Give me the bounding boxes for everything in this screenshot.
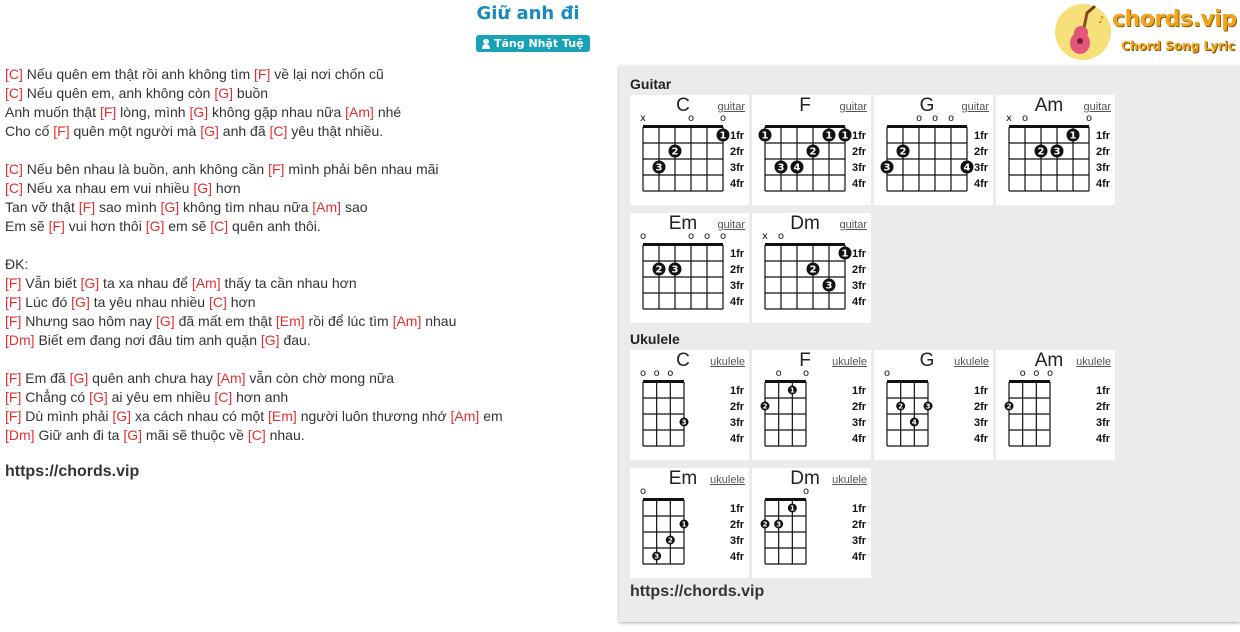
chord-link[interactable]: [Am] <box>312 199 342 215</box>
fret-label: 2fr <box>852 264 867 276</box>
finger-number: 3 <box>681 418 687 427</box>
chord-link[interactable]: [G] <box>160 199 180 215</box>
lyric-text: nhé <box>373 104 402 120</box>
chord-diagram <box>874 95 993 205</box>
chord-link[interactable]: [C] <box>214 389 233 405</box>
chord-link[interactable]: [G] <box>200 123 219 139</box>
finger-number: 3 <box>776 520 782 529</box>
lyric-text: ai yêu em nhiều <box>107 389 215 405</box>
instrument-link[interactable]: ukulele <box>710 356 745 368</box>
lyric-text: vẫn còn chờ mong nữa <box>245 370 395 386</box>
chord-link[interactable]: [F] <box>48 218 65 234</box>
finger-number: 3 <box>671 264 679 276</box>
fret-label: 3fr <box>974 417 989 429</box>
finger-number: 3 <box>777 162 785 174</box>
chord-name: Dm <box>790 468 820 489</box>
chord-link[interactable]: [G] <box>189 104 209 120</box>
fret-label: 1fr <box>852 503 867 515</box>
fret-label: 4fr <box>852 551 867 563</box>
chord-link[interactable]: [Am] <box>345 104 374 120</box>
site-logo[interactable] <box>1054 3 1238 61</box>
open-string-mark: o <box>883 368 891 379</box>
lyric-line <box>5 274 605 293</box>
chord-link[interactable]: [F] <box>268 161 285 177</box>
chord-link[interactable]: [F] <box>53 123 70 139</box>
lyric-line <box>5 103 605 122</box>
instrument-link[interactable]: guitar <box>717 219 745 231</box>
lyric-text: quên anh thôi. <box>228 218 321 234</box>
guitar-chord-am[interactable] <box>996 95 1115 205</box>
svg-text:♪: ♪ <box>1098 15 1105 26</box>
chord-link[interactable]: [F] <box>5 370 22 386</box>
chord-link[interactable]: [Dm] <box>5 427 35 443</box>
lyric-text: về lại nơi chốn cũ <box>270 66 384 82</box>
lyric-text: hơn <box>226 294 256 310</box>
fret-label: 1fr <box>852 248 867 260</box>
lyric-text: mình phải bên nhau mãi <box>284 161 439 177</box>
chord-link[interactable]: [G] <box>145 218 165 234</box>
guitar-chord-g[interactable] <box>874 95 993 205</box>
nut <box>887 380 928 383</box>
logo-name: chords.vip <box>1112 7 1237 32</box>
lyric-text: Dù mình phải <box>21 408 113 424</box>
chord-diagram <box>630 213 749 323</box>
open-string-mark: o <box>639 368 647 379</box>
instrument-link[interactable]: guitar <box>839 219 867 231</box>
lyric-text: anh đã <box>218 123 270 139</box>
lyric-text: Chẳng có <box>21 389 90 405</box>
fret-label: 1fr <box>730 130 745 142</box>
ukulele-chord-c[interactable] <box>630 350 749 460</box>
fret-label: 4fr <box>974 433 989 445</box>
open-string-mark: o <box>687 231 695 242</box>
lyric-blank-line <box>5 236 605 255</box>
chord-link[interactable]: [F] <box>5 313 22 329</box>
open-string-mark: o <box>802 486 810 497</box>
author-name: Tăng Nhật Tuệ <box>494 37 584 50</box>
instrument-link[interactable]: ukulele <box>832 356 867 368</box>
open-string-mark: o <box>1033 368 1040 379</box>
chord-link[interactable]: [F] <box>78 199 96 215</box>
lyric-text: ta yêu nhau nhiều <box>89 294 209 310</box>
chord-diagram <box>752 468 871 578</box>
chord-name: F <box>799 95 811 116</box>
guitar-chord-f[interactable] <box>752 95 871 205</box>
chord-link[interactable]: [G] <box>214 85 234 101</box>
nut <box>643 498 684 501</box>
author-badge[interactable] <box>476 35 590 52</box>
chord-link[interactable]: [G] <box>71 294 90 310</box>
open-string-mark: o <box>802 368 810 379</box>
fret-label: 2fr <box>852 519 867 531</box>
fret-label: 4fr <box>1096 178 1111 190</box>
fret-label: 2fr <box>730 146 745 158</box>
finger-number: 4 <box>793 162 801 174</box>
chord-link[interactable]: [F] <box>5 408 22 424</box>
open-string-mark: o <box>915 113 923 124</box>
finger-number: 4 <box>963 162 971 174</box>
chord-link[interactable]: [G] <box>123 427 142 443</box>
fret-label: 4fr <box>730 296 745 308</box>
finger-number: 1 <box>789 386 795 395</box>
instrument-link[interactable]: guitar <box>961 101 989 113</box>
fret-label: 3fr <box>1096 417 1111 429</box>
open-string-mark: o <box>1046 368 1054 379</box>
lyric-text: sao mình <box>95 199 161 215</box>
finger-number: 3 <box>654 552 660 561</box>
lyric-line <box>5 312 605 331</box>
lyric-text: Em sẽ <box>5 218 49 234</box>
lyric-text: lòng, mình <box>116 104 190 120</box>
guitar-chord-dm[interactable] <box>752 213 871 323</box>
fret-label: 1fr <box>852 385 867 397</box>
nut <box>1009 125 1089 128</box>
lyric-line <box>5 122 605 141</box>
nut <box>643 125 723 128</box>
fret-label: 1fr <box>730 385 745 397</box>
chord-link[interactable]: [F] <box>5 389 22 405</box>
chord-diagram <box>630 95 749 205</box>
open-string-mark: o <box>639 486 647 497</box>
ukulele-chord-g[interactable] <box>874 350 993 460</box>
lyric-text: mãi sẽ thuộc về <box>142 427 248 443</box>
lyric-text: đau. <box>279 332 311 348</box>
nut <box>765 243 845 246</box>
lyric-text: Cho cố <box>5 123 54 139</box>
fret-label: 3fr <box>1096 162 1111 174</box>
fret-label: 3fr <box>730 162 745 174</box>
chord-panel <box>619 66 1240 622</box>
fret-label: 2fr <box>1096 146 1111 158</box>
chord-link[interactable]: [Dm] <box>5 332 35 348</box>
finger-number: 2 <box>762 520 768 529</box>
fret-label: 4fr <box>852 433 867 445</box>
finger-number: 2 <box>671 146 679 158</box>
fret-label: 3fr <box>730 535 745 547</box>
chord-name: Am <box>1034 95 1064 116</box>
fret-label: 2fr <box>974 401 989 413</box>
chord-link[interactable]: [F] <box>5 275 22 291</box>
open-string-mark: o <box>931 113 939 124</box>
open-string-mark: o <box>719 231 727 242</box>
finger-number: 2 <box>899 146 907 158</box>
chord-link[interactable]: [G] <box>260 332 280 348</box>
chord-name: G <box>919 350 935 371</box>
guitar-chord-c[interactable] <box>630 95 749 205</box>
lyric-text: Nếu bên nhau là buồn, anh không cần <box>22 161 269 177</box>
open-string-mark: o <box>653 368 660 379</box>
open-string-mark: o <box>1021 113 1029 124</box>
lyric-text: vui hơn thôi <box>64 218 146 234</box>
muted-string-mark: x <box>762 231 768 242</box>
fret-label: 1fr <box>1096 385 1111 397</box>
chord-link[interactable]: [G] <box>80 275 100 291</box>
chord-name: Em <box>668 468 698 489</box>
lyric-text: người luôn thương nhớ <box>296 408 451 424</box>
fret-label: 3fr <box>730 280 745 292</box>
guitar-chord-em[interactable] <box>630 213 749 323</box>
chord-name: G <box>919 95 935 116</box>
lyric-text: ĐK: <box>5 256 29 272</box>
chord-name: C <box>676 95 690 116</box>
finger-number: 2 <box>667 536 673 545</box>
fret-label: 3fr <box>730 417 745 429</box>
chord-link[interactable]: [Em] <box>268 408 297 424</box>
open-string-mark: o <box>777 231 785 242</box>
song-title: Giữ anh đi <box>476 3 580 24</box>
lyric-line <box>5 198 605 217</box>
lyric-text: đã mất em thật <box>174 313 276 329</box>
chord-diagram <box>630 350 749 460</box>
lyric-text: em sẽ <box>164 218 211 234</box>
finger-number: 4 <box>911 418 917 427</box>
lyric-text: xa cách nhau có một <box>131 408 269 424</box>
lyrics-block <box>5 65 605 445</box>
fret-label: 3fr <box>852 280 867 292</box>
chord-name: C <box>676 350 690 371</box>
finger-number: 3 <box>883 162 891 174</box>
open-string-mark: o <box>703 231 711 242</box>
lyric-text: Lúc đó <box>21 294 72 310</box>
open-string-mark: o <box>639 231 647 242</box>
instrument-link[interactable]: guitar <box>1083 101 1111 113</box>
fret-label: 1fr <box>730 503 745 515</box>
chord-link[interactable]: [G] <box>193 180 213 196</box>
lyric-text: Nếu quên em thật rồi anh không tìm <box>22 66 255 82</box>
open-string-mark: o <box>687 113 695 124</box>
lyric-text: ta xa nhau để <box>99 275 192 291</box>
lyric-text: yêu thật nhiều. <box>287 123 384 139</box>
muted-string-mark: x <box>640 113 646 124</box>
chord-link[interactable]: [C] <box>208 294 227 310</box>
finger-number: 2 <box>1037 146 1045 158</box>
lyric-text: Giữ anh đi ta <box>34 427 124 443</box>
finger-number: 1 <box>841 248 849 260</box>
nut <box>643 243 723 246</box>
chord-link[interactable]: [F] <box>254 66 271 82</box>
lyric-text: thấy ta cần nhau hơn <box>220 275 357 291</box>
open-string-mark: o <box>667 368 674 379</box>
finger-number: 1 <box>681 520 687 529</box>
fret-label: 2fr <box>730 264 745 276</box>
muted-string-mark: x <box>1006 113 1012 124</box>
chord-link[interactable]: [F] <box>99 104 117 120</box>
chord-link[interactable]: [G] <box>156 313 175 329</box>
lyric-text: không tìm nhau nữa <box>179 199 313 215</box>
finger-number: 2 <box>1006 402 1012 411</box>
lyric-line <box>5 217 605 236</box>
logo-tagline: Chord Song Lyric <box>1121 39 1236 53</box>
open-string-mark: o <box>719 113 727 124</box>
fret-label: 1fr <box>730 248 745 260</box>
lyric-text: Biết em đang nơi đâu tim anh quặn <box>34 332 261 348</box>
chord-link[interactable]: [C] <box>269 123 288 139</box>
finger-number: 1 <box>1069 130 1077 142</box>
ukulele-chord-am[interactable] <box>996 350 1115 460</box>
finger-number: 1 <box>789 504 795 513</box>
fret-label: 4fr <box>852 296 867 308</box>
lyric-line <box>5 255 605 274</box>
fret-label: 3fr <box>852 535 867 547</box>
chord-name: Am <box>1034 350 1064 371</box>
lyric-text: quên một người mà <box>69 123 201 139</box>
chord-link[interactable]: [C] <box>5 85 23 101</box>
nut <box>1009 380 1050 383</box>
finger-number: 3 <box>925 402 931 411</box>
lyric-text: quên anh chưa hay <box>88 370 217 386</box>
panel-site-url[interactable]: https://chords.vip <box>630 583 765 600</box>
instrument-link[interactable]: guitar <box>717 101 745 113</box>
chord-link[interactable]: [Am] <box>191 275 221 291</box>
open-string-mark: o <box>1019 368 1026 379</box>
guitar-icon <box>1054 3 1114 61</box>
lyric-text: Em đã <box>21 370 70 386</box>
finger-number: 2 <box>809 146 817 158</box>
instrument-link[interactable]: guitar <box>839 101 867 113</box>
lyric-text: sao <box>341 199 368 215</box>
lyric-text: Nếu xa nhau em vui nhiều <box>22 180 194 196</box>
chord-diagram <box>630 468 749 578</box>
chord-link[interactable]: [Am] <box>216 370 246 386</box>
ukulele-chord-em[interactable] <box>630 468 749 578</box>
fret-label: 2fr <box>852 146 867 158</box>
chord-link[interactable]: [Am] <box>392 313 422 329</box>
finger-number: 1 <box>841 130 849 142</box>
chord-diagram <box>996 95 1115 205</box>
lyric-line <box>5 179 605 198</box>
instrument-link[interactable]: ukulele <box>832 474 867 486</box>
ukulele-section-title: Ukulele <box>630 331 680 347</box>
chord-link[interactable]: [Am] <box>450 408 480 424</box>
lyric-text: không gặp nhau nữa <box>208 104 346 120</box>
chord-diagram <box>874 350 993 460</box>
lyric-text: Anh muốn thật <box>5 104 100 120</box>
lyric-line <box>5 65 605 84</box>
fret-label: 1fr <box>974 130 989 142</box>
lyric-blank-line <box>5 350 605 369</box>
finger-number: 2 <box>762 402 768 411</box>
finger-number: 1 <box>719 130 727 142</box>
fret-label: 1fr <box>974 385 989 397</box>
chord-diagram <box>996 350 1115 460</box>
fret-label: 3fr <box>974 162 989 174</box>
fret-label: 1fr <box>1096 130 1111 142</box>
chord-link[interactable]: [F] <box>5 294 22 310</box>
ukulele-chord-f[interactable] <box>752 350 871 460</box>
fret-label: 3fr <box>852 162 867 174</box>
fret-label: 1fr <box>852 130 867 142</box>
open-string-mark: o <box>775 368 782 379</box>
chord-link[interactable]: [G] <box>69 370 89 386</box>
instrument-link[interactable]: ukulele <box>710 474 745 486</box>
chord-link[interactable]: [G] <box>112 408 132 424</box>
lyric-line <box>5 160 605 179</box>
guitar-section-title: Guitar <box>630 76 672 92</box>
fret-label: 2fr <box>730 519 745 531</box>
lyrics-site-url[interactable]: https://chords.vip <box>5 463 140 480</box>
chord-diagram <box>752 213 871 323</box>
nut <box>765 125 845 128</box>
nut <box>643 380 684 383</box>
chord-link[interactable]: [C] <box>5 161 23 177</box>
lyric-text: hơn anh <box>232 389 289 405</box>
lyric-line <box>5 426 605 445</box>
chord-link[interactable]: [C] <box>247 427 266 443</box>
fret-label: 4fr <box>974 178 989 190</box>
lyric-text: Tan vỡ thật <box>5 199 79 215</box>
chord-link[interactable]: [C] <box>5 66 23 82</box>
finger-number: 2 <box>809 264 817 276</box>
fret-label: 3fr <box>852 417 867 429</box>
open-string-mark: o <box>1085 113 1093 124</box>
chord-diagram <box>752 350 871 460</box>
fret-label: 4fr <box>730 178 745 190</box>
instrument-link[interactable]: ukulele <box>954 356 989 368</box>
lyric-text: nhau <box>421 313 457 329</box>
person-icon <box>482 39 490 49</box>
finger-number: 1 <box>825 130 833 142</box>
fret-label: 4fr <box>852 178 867 190</box>
finger-number: 3 <box>825 280 833 292</box>
lyric-line <box>5 369 605 388</box>
nut <box>765 498 806 501</box>
instrument-link[interactable]: ukulele <box>1076 356 1111 368</box>
lyric-line <box>5 331 605 350</box>
finger-number: 2 <box>655 264 663 276</box>
fret-label: 2fr <box>852 401 867 413</box>
fret-label: 2fr <box>1096 401 1111 413</box>
nut <box>765 380 806 383</box>
lyric-line <box>5 293 605 312</box>
fret-label: 4fr <box>730 433 745 445</box>
chord-name: F <box>799 350 811 371</box>
lyric-text: hơn <box>212 180 241 196</box>
fret-label: 2fr <box>730 401 745 413</box>
chord-name: Dm <box>790 213 820 234</box>
lyric-line <box>5 407 605 426</box>
finger-number: 2 <box>898 402 904 411</box>
ukulele-chord-dm[interactable] <box>752 468 871 578</box>
lyric-line <box>5 84 605 103</box>
fret-label: 2fr <box>974 146 989 158</box>
finger-number: 3 <box>1053 146 1061 158</box>
lyric-blank-line <box>5 141 605 160</box>
finger-number: 3 <box>655 162 663 174</box>
lyric-text: nhau. <box>265 427 305 443</box>
lyric-text: rồi để lúc tìm <box>304 313 393 329</box>
chord-link[interactable]: [Em] <box>275 313 305 329</box>
lyric-text: em <box>479 408 503 424</box>
fret-label: 4fr <box>730 551 745 563</box>
chord-diagram <box>752 95 871 205</box>
chord-link[interactable]: [G] <box>89 389 108 405</box>
lyric-text: buồn <box>233 85 269 101</box>
chord-name: Em <box>668 213 698 234</box>
lyric-text: Nhưng sao hôm nay <box>21 313 157 329</box>
fret-label: 4fr <box>1096 433 1111 445</box>
chord-link[interactable]: [C] <box>210 218 229 234</box>
lyric-text: Vẫn biết <box>21 275 81 291</box>
chord-link[interactable]: [C] <box>5 180 23 196</box>
lyric-text: Nếu quên em, anh không còn <box>22 85 215 101</box>
open-string-mark: o <box>947 113 955 124</box>
nut <box>887 125 967 128</box>
finger-number: 1 <box>761 130 769 142</box>
lyric-line <box>5 388 605 407</box>
